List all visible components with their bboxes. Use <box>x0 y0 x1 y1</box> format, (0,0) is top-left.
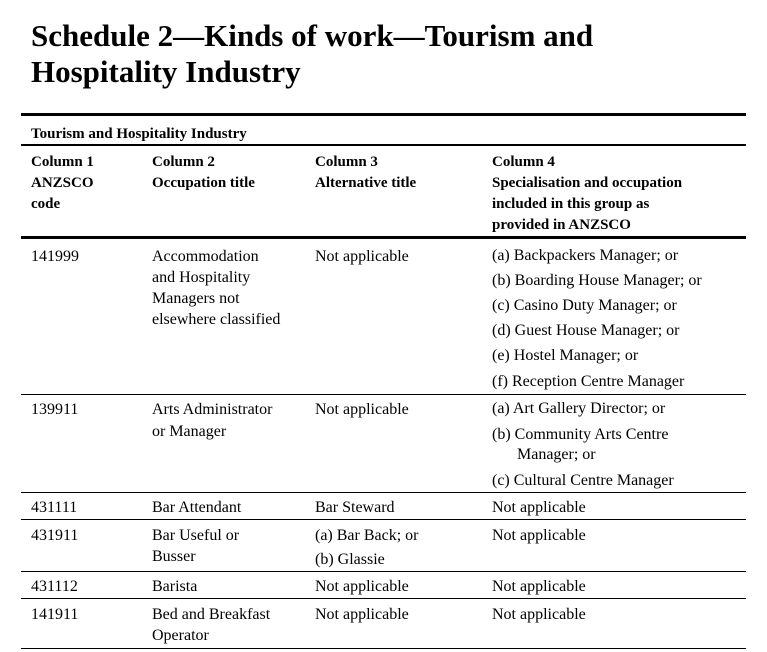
specialisation-line: (a) Art Gallery Director; or <box>492 400 666 417</box>
occupation-title-line: Busser <box>152 548 196 565</box>
anzsco-code: 139911 <box>31 401 79 418</box>
occupation-title-line: Bar Attendant <box>152 499 242 516</box>
alternative-title-line: Not applicable <box>315 248 409 265</box>
page-title-line-1: Schedule 2—Kinds of work—Tourism and <box>31 18 594 53</box>
column-4-header-line: included in this group as <box>492 196 650 212</box>
table-top-rule <box>21 113 746 116</box>
occupation-title-line: Managers not <box>152 290 240 307</box>
specialisation-line: Not applicable <box>492 499 586 516</box>
anzsco-code: 431111 <box>31 499 78 516</box>
specialisation-line: (b) Community Arts Centre <box>492 426 669 443</box>
column-1-header-line: ANZSCO <box>31 175 94 191</box>
alternative-title-line: Not applicable <box>315 578 409 595</box>
column-1-header-line: code <box>31 196 61 212</box>
alternative-title-line: Bar Steward <box>315 499 395 516</box>
occupation-title-line: Operator <box>152 627 209 644</box>
specialisation-line: (c) Casino Duty Manager; or <box>492 297 677 314</box>
occupation-title-line: or Manager <box>152 423 227 440</box>
header-bottom-rule <box>21 236 746 239</box>
alternative-title-line: (b) Glassie <box>315 551 385 568</box>
occupation-title-line: Accommodation <box>152 248 259 265</box>
column-2-header-line: Column 2 <box>152 154 215 170</box>
table-caption: Tourism and Hospitality Industry <box>31 126 247 142</box>
specialisation-line: Not applicable <box>492 578 586 595</box>
anzsco-code: 141999 <box>31 248 79 265</box>
column-2-header-line: Occupation title <box>152 175 255 191</box>
column-3-header-line: Alternative title <box>315 175 417 191</box>
specialisation-line: (c) Cultural Centre Manager <box>492 472 674 489</box>
occupation-title-line: Arts Administrator <box>152 401 273 418</box>
anzsco-code: 141911 <box>31 606 79 623</box>
specialisation-line: Manager; or <box>517 446 596 463</box>
row-divider <box>21 492 746 493</box>
occupation-title-line: Bar Useful or <box>152 527 240 544</box>
column-4-header-line: Specialisation and occupation <box>492 175 683 191</box>
row-divider <box>21 598 746 599</box>
column-4-header-line: Column 4 <box>492 154 555 170</box>
column-3-header-line: Column 3 <box>315 154 378 170</box>
page-title-line-2: Hospitality Industry <box>31 54 301 89</box>
specialisation-line: Not applicable <box>492 606 586 623</box>
page-title <box>31 18 731 90</box>
column-4-header-line: provided in ANZSCO <box>492 217 631 233</box>
alternative-title-line: (a) Bar Back; or <box>315 527 419 544</box>
specialisation-line: (a) Backpackers Manager; or <box>492 247 679 264</box>
specialisation-line: (b) Boarding House Manager; or <box>492 272 702 289</box>
row-divider <box>21 571 746 572</box>
specialisation-line: (f) Reception Centre Manager <box>492 373 685 390</box>
specialisation-line: Not applicable <box>492 527 586 544</box>
specialisation-line: (e) Hostel Manager; or <box>492 347 639 364</box>
specialisation-line: (d) Guest House Manager; or <box>492 322 680 339</box>
alternative-title-line: Not applicable <box>315 606 409 623</box>
column-1-header-line: Column 1 <box>31 154 94 170</box>
anzsco-code: 431911 <box>31 527 79 544</box>
table-bottom-rule <box>21 648 746 649</box>
anzsco-code: 431112 <box>31 578 78 595</box>
alternative-title-line: Not applicable <box>315 401 409 418</box>
occupation-title-line: elsewhere classified <box>152 311 281 328</box>
occupation-title-line: Bed and Breakfast <box>152 606 271 623</box>
occupation-title-line: Barista <box>152 578 198 595</box>
occupation-title-line: and Hospitality <box>152 269 251 286</box>
row-divider <box>21 394 746 395</box>
row-divider <box>21 519 746 520</box>
